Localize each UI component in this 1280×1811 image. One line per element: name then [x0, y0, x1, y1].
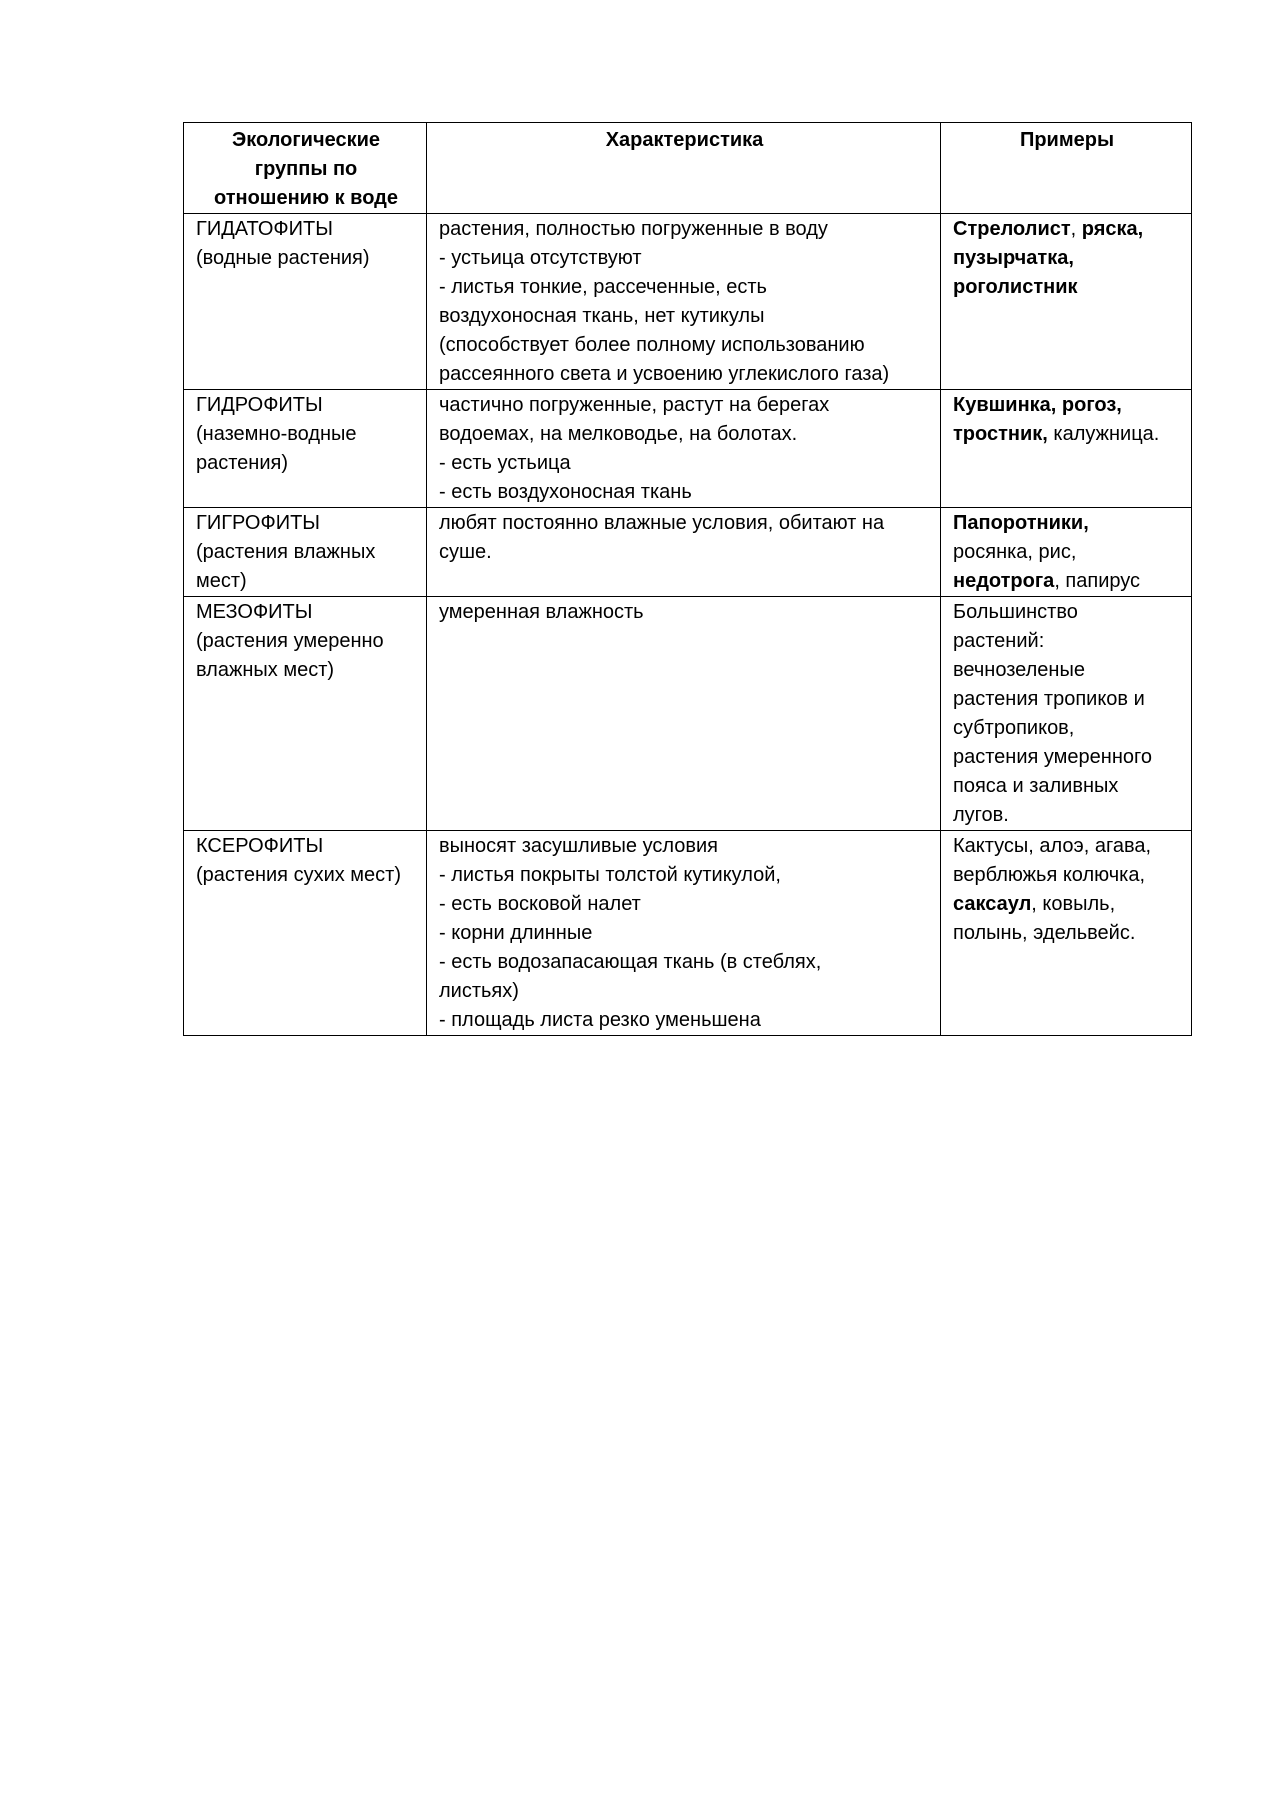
example-text: вечнозеленые — [953, 659, 1085, 681]
group-line: ГИДРОФИТЫ — [196, 394, 323, 416]
example-text: Папоротники, — [953, 512, 1089, 534]
description-line: - есть восковой налет — [439, 893, 641, 915]
description-line: - площадь листа резко уменьшена — [439, 1009, 761, 1031]
example-text: растений: — [953, 630, 1045, 652]
cell-group — [184, 508, 427, 597]
table-row-mesophytes — [184, 597, 1192, 831]
example-text: , папирус — [1054, 570, 1141, 592]
header-examples-label: Примеры — [1019, 129, 1115, 151]
description-line: - есть устьица — [439, 452, 571, 474]
group-line: КСЕРОФИТЫ — [196, 835, 324, 857]
cell-examples — [941, 214, 1192, 390]
cell-description — [427, 214, 941, 390]
example-text: росянка, рис, — [953, 541, 1077, 563]
table-row-hygrophytes — [184, 508, 1192, 597]
group-line: (растения сухих мест) — [196, 864, 401, 886]
header-description — [427, 123, 941, 214]
cell-description — [427, 597, 941, 831]
examples-line — [953, 861, 1181, 890]
header-examples — [941, 123, 1192, 214]
example-text: лугов. — [953, 804, 1009, 826]
cell-description — [427, 508, 941, 597]
description-line: суше. — [439, 541, 492, 563]
description-line: листьях) — [439, 980, 519, 1002]
group-line: (растения влажных — [196, 541, 376, 563]
example-text: верблюжья колючка, — [953, 864, 1146, 886]
description-line: - листья тонкие, рассеченные, есть — [439, 276, 767, 298]
examples-line — [953, 273, 1181, 302]
description-line: умеренная влажность — [439, 601, 644, 623]
cell-group — [184, 597, 427, 831]
group-line: ГИГРОФИТЫ — [196, 512, 320, 534]
examples-line — [953, 919, 1181, 948]
examples-line — [953, 391, 1181, 420]
cell-examples — [941, 390, 1192, 508]
group-line: растения) — [196, 452, 289, 474]
example-text: Кувшинка, рогоз, — [953, 394, 1122, 416]
description-line: частично погруженные, растут на берегах — [439, 394, 830, 416]
examples-line — [953, 685, 1181, 714]
group-line: (наземно-водные — [196, 423, 357, 445]
header-group-line: группы по — [254, 158, 358, 180]
examples-line — [953, 420, 1181, 449]
cell-group — [184, 214, 427, 390]
table-header-row — [184, 123, 1192, 214]
cell-examples — [941, 508, 1192, 597]
group-line: ГИДАТОФИТЫ — [196, 218, 333, 240]
example-text: , — [1070, 218, 1082, 240]
example-text: недотрога — [953, 570, 1055, 592]
group-line: (растения умеренно — [196, 630, 384, 652]
example-text: растения тропиков и — [953, 688, 1145, 710]
example-text: пояса и заливных — [953, 775, 1119, 797]
example-text: ряска, — [1081, 218, 1144, 240]
cell-description — [427, 831, 941, 1036]
example-text: Кактусы, алоэ, агава, — [953, 835, 1152, 857]
description-line: любят постоянно влажные условия, обитают на — [439, 512, 885, 534]
group-line: МЕЗОФИТЫ — [196, 601, 313, 623]
examples-line — [953, 743, 1181, 772]
example-text: полынь, эдельвейс. — [953, 922, 1136, 944]
examples-line — [953, 772, 1181, 801]
examples-line — [953, 509, 1181, 538]
cell-examples — [941, 597, 1192, 831]
table-row-xerophytes — [184, 831, 1192, 1036]
group-line: влажных мест) — [196, 659, 335, 681]
description-line: - устьица отсутствуют — [439, 247, 642, 269]
example-text: пузырчатка, — [953, 247, 1074, 269]
group-line: (водные растения) — [196, 247, 370, 269]
example-text: Большинство — [953, 601, 1078, 623]
example-text: растения умеренного — [953, 746, 1152, 768]
description-line: - корни длинные — [439, 922, 593, 944]
description-line: (способствует более полному использованию — [439, 334, 865, 356]
cell-description — [427, 390, 941, 508]
examples-line — [953, 627, 1181, 656]
header-group-line: Экологические — [232, 129, 380, 151]
example-text: саксаул — [953, 893, 1032, 915]
examples-line — [953, 244, 1181, 273]
header-description-label: Характеристика — [605, 129, 764, 151]
example-text: субтропиков, — [953, 717, 1075, 739]
example-text: калужница. — [1047, 423, 1160, 445]
examples-line — [953, 890, 1181, 919]
example-text: тростник, — [953, 423, 1048, 445]
table-row-hydrophytes — [184, 390, 1192, 508]
description-line: - листья покрыты толстой кутикулой, — [439, 864, 781, 886]
description-line: водоемах, на мелководье, на болотах. — [439, 423, 798, 445]
examples-line — [953, 598, 1181, 627]
cell-group — [184, 831, 427, 1036]
example-text: Стрелолист — [953, 218, 1071, 240]
description-line: выносят засушливые условия — [439, 835, 718, 857]
description-line: растения, полностью погруженные в воду — [439, 218, 828, 240]
examples-line — [953, 714, 1181, 743]
header-group-line: отношению к воде — [214, 187, 398, 209]
examples-line — [953, 567, 1181, 596]
examples-line — [953, 215, 1181, 244]
header-group — [184, 123, 427, 214]
examples-line — [953, 656, 1181, 685]
table-row-hydatophytes — [184, 214, 1192, 390]
example-text: , ковыль, — [1031, 893, 1116, 915]
group-line: мест) — [196, 570, 247, 592]
description-line: - есть воздухоносная ткань — [439, 481, 692, 503]
description-line: - есть водозапасающая ткань (в стеблях, — [439, 951, 822, 973]
example-text: роголистник — [953, 276, 1078, 298]
ecological-groups-table — [183, 122, 1192, 1036]
cell-group — [184, 390, 427, 508]
examples-line — [953, 801, 1181, 830]
examples-line — [953, 832, 1181, 861]
examples-line — [953, 538, 1181, 567]
cell-examples — [941, 831, 1192, 1036]
description-line: рассеянного света и усвоению углекислого газа) — [439, 363, 890, 385]
description-line: воздухоносная ткань, нет кутикулы — [439, 305, 765, 327]
